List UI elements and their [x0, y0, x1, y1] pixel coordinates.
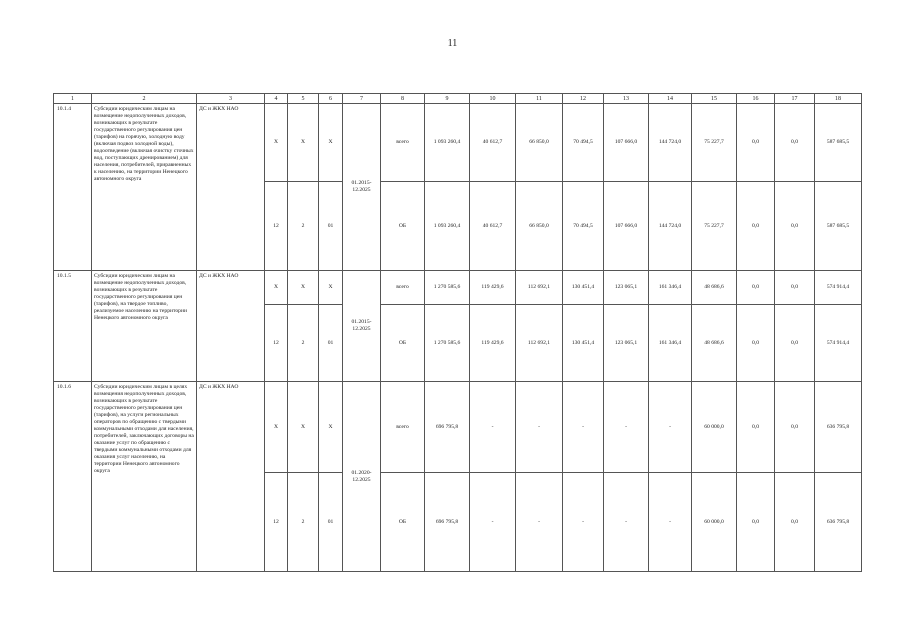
funding-source: всего	[381, 104, 425, 182]
amount-v18: 574 914,4	[815, 271, 862, 305]
measure-description: Субсидии юридическим лицам в целях возмещения недополученных доходов, возникающих в результате государственного регулирования цен (тарифов), на услуги региональных операторов по обращению с твердыми коммунальными отходами для населения, потребителей, заключающих договоры на оказание услуг по обращению с твердыми коммунальными отходами для оказания услуг населению, на территории Ненецкого автономного округа	[92, 382, 197, 572]
amount-v10: -	[470, 473, 516, 572]
amount-v12: 70 494,5	[563, 104, 604, 182]
funding-source: всего	[381, 382, 425, 473]
column-number: 3	[197, 94, 265, 104]
budget-code-c5: 2	[288, 305, 319, 382]
amount-v14: 161 346,4	[649, 271, 692, 305]
amount-v12: -	[563, 473, 604, 572]
amount-v15: 48 686,6	[692, 271, 737, 305]
amount-v15: 48 686,6	[692, 305, 737, 382]
amount-v18: 587 685,5	[815, 182, 862, 271]
amount-v17: 0,0	[775, 182, 815, 271]
amount-v13: 107 666,0	[604, 182, 649, 271]
amount-total: 1 270 585,6	[425, 271, 470, 305]
amount-v16: 0,0	[737, 473, 775, 572]
amount-v12: -	[563, 382, 604, 473]
amount-v10: 119 429,6	[470, 305, 516, 382]
amount-v13: 123 065,1	[604, 305, 649, 382]
amount-v17: 0,0	[775, 473, 815, 572]
column-number: 11	[516, 94, 563, 104]
column-number: 1	[54, 94, 92, 104]
budget-code-c4: Х	[265, 104, 288, 182]
implementation-period: 01.2015-12.2025	[343, 104, 381, 271]
amount-v14: -	[649, 382, 692, 473]
implementation-period: 01.2015-12.2025	[343, 271, 381, 382]
amount-v12: 130 451,4	[563, 271, 604, 305]
amount-v18: 574 914,4	[815, 305, 862, 382]
page-number: 11	[447, 38, 458, 49]
amount-v16: 0,0	[737, 382, 775, 473]
table-row	[54, 104, 862, 182]
amount-v15: 75 227,7	[692, 182, 737, 271]
amount-total: 696 795,8	[425, 382, 470, 473]
column-number: 16	[737, 94, 775, 104]
funding-source: ОБ	[381, 305, 425, 382]
column-number: 9	[425, 94, 470, 104]
responsible-executor: ДС и ЖКХ НАО	[197, 271, 265, 382]
table-row	[54, 382, 862, 473]
amount-v10: -	[470, 382, 516, 473]
amount-v11: 112 692,1	[516, 271, 563, 305]
amount-v11: 66 850,0	[516, 182, 563, 271]
funding-source: всего	[381, 271, 425, 305]
amount-v13: 107 666,0	[604, 104, 649, 182]
column-number: 7	[343, 94, 381, 104]
amount-v15: 60 000,0	[692, 473, 737, 572]
amount-v18: 636 795,8	[815, 382, 862, 473]
amount-v14: 161 346,4	[649, 305, 692, 382]
amount-total: 696 795,8	[425, 473, 470, 572]
budget-code-c6: Х	[319, 104, 343, 182]
column-number: 10	[470, 94, 516, 104]
amount-v18: 587 685,5	[815, 104, 862, 182]
amount-v11: -	[516, 382, 563, 473]
measure-code: 10.1.5	[54, 271, 92, 382]
implementation-period: 01.2020-12.2025	[343, 382, 381, 572]
budget-code-c5: 2	[288, 473, 319, 572]
responsible-executor: ДС и ЖКХ НАО	[197, 104, 265, 271]
column-number: 5	[288, 94, 319, 104]
column-number: 13	[604, 94, 649, 104]
measure-code: 10.1.4	[54, 104, 92, 271]
amount-v11: -	[516, 473, 563, 572]
column-number: 15	[692, 94, 737, 104]
amount-v17: 0,0	[775, 104, 815, 182]
column-number: 4	[265, 94, 288, 104]
column-number: 17	[775, 94, 815, 104]
budget-code-c5: Х	[288, 382, 319, 473]
measure-description: Субсидии юридическим лицам на возмещение недополученных доходов, возникающих в результате государственного регулирования цен (тарифов) на горячую, холодную воду (включая подвоз холодной воды), водоотведение (включая очистку сточных вод, поступающих дренированием) для населения, потребителей, приравненных к населению, на территории Ненецкого автономного округа	[92, 104, 197, 271]
amount-v12: 70 494,5	[563, 182, 604, 271]
responsible-executor: ДС и ЖКХ НАО	[197, 382, 265, 572]
budget-code-c6: Х	[319, 382, 343, 473]
budget-code-c4: Х	[265, 382, 288, 473]
budget-code-c6: 01	[319, 305, 343, 382]
budget-code-c4: 12	[265, 182, 288, 271]
funding-source: ОБ	[381, 182, 425, 271]
amount-v17: 0,0	[775, 271, 815, 305]
amount-v15: 75 227,7	[692, 104, 737, 182]
amount-v14: 144 724,0	[649, 104, 692, 182]
table-row	[54, 271, 862, 305]
amount-total: 1 270 585,6	[425, 305, 470, 382]
measure-code: 10.1.6	[54, 382, 92, 572]
amount-v13: -	[604, 473, 649, 572]
amount-v14: -	[649, 473, 692, 572]
amount-v10: 119 429,6	[470, 271, 516, 305]
budget-code-c5: Х	[288, 271, 319, 305]
column-number-row	[54, 94, 862, 104]
amount-v10: 40 612,7	[470, 182, 516, 271]
amount-total: 1 093 260,4	[425, 104, 470, 182]
budget-code-c4: 12	[265, 305, 288, 382]
measure-description: Субсидии юридическим лицам на возмещение недополученных доходов, возникающих в результате государственного регулирования цен (тарифов), на твердое топливо, реализуемое населению на территории Ненецкого автономного округа	[92, 271, 197, 382]
amount-v16: 0,0	[737, 305, 775, 382]
amount-v13: 123 065,1	[604, 271, 649, 305]
amount-total: 1 093 260,4	[425, 182, 470, 271]
funding-source: ОБ	[381, 473, 425, 572]
column-number: 14	[649, 94, 692, 104]
budget-code-c5: Х	[288, 104, 319, 182]
amount-v11: 112 692,1	[516, 305, 563, 382]
budget-code-c6: Х	[319, 271, 343, 305]
amount-v13: -	[604, 382, 649, 473]
budget-code-c5: 2	[288, 182, 319, 271]
column-number: 8	[381, 94, 425, 104]
amount-v16: 0,0	[737, 104, 775, 182]
amount-v12: 130 451,4	[563, 305, 604, 382]
budget-code-c6: 01	[319, 182, 343, 271]
column-number: 2	[92, 94, 197, 104]
budget-code-c4: Х	[265, 271, 288, 305]
amount-v10: 40 612,7	[470, 104, 516, 182]
column-number: 6	[319, 94, 343, 104]
budget-code-c6: 01	[319, 473, 343, 572]
amount-v17: 0,0	[775, 382, 815, 473]
budget-code-c4: 12	[265, 473, 288, 572]
column-number: 12	[563, 94, 604, 104]
column-number: 18	[815, 94, 862, 104]
amount-v16: 0,0	[737, 271, 775, 305]
budget-table	[53, 93, 862, 572]
amount-v15: 60 000,0	[692, 382, 737, 473]
amount-v11: 66 850,0	[516, 104, 563, 182]
amount-v17: 0,0	[775, 305, 815, 382]
amount-v18: 636 795,8	[815, 473, 862, 572]
amount-v14: 144 724,0	[649, 182, 692, 271]
amount-v16: 0,0	[737, 182, 775, 271]
